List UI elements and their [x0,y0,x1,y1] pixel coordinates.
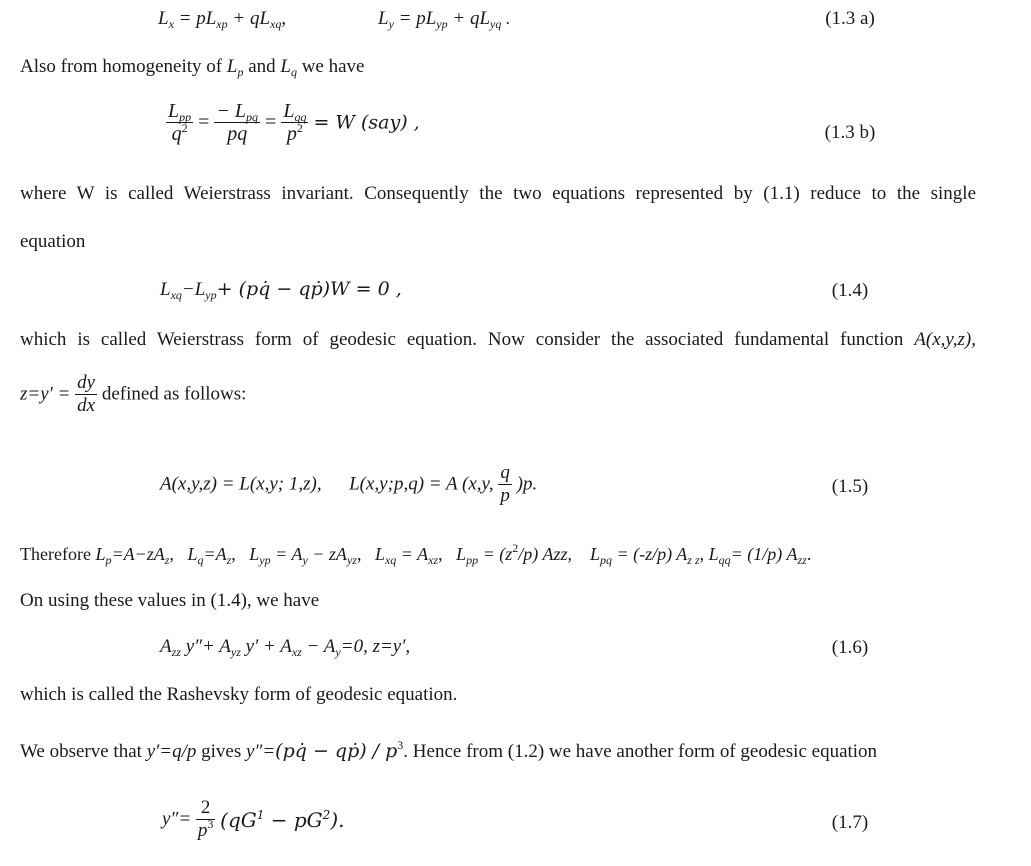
equation-1-7: y″= $\frac{2}{p^3}$ $(qG^1 - pG^2)$. [162,797,345,841]
fraction-dy-dx: $\frac{dy}{dx}$ [77,372,96,416]
equation-1-5: A(x,y,z) = L(x,y; 1,z), L(x,y;p,q) = A (x,y, $\frac{q}{p}$ )p. [160,462,538,506]
definition-z: z=y′ = $\frac{dy}{dx}$ defined as follows: [20,372,247,416]
fraction-q-over-p: $\frac{q}{p}$ [500,462,510,506]
fraction-lpp-over-q2: $\frac{L_{pp}}{q^2}$ [168,100,192,145]
equation-number-1-7: (1.7) [831,812,869,833]
equation-number-1-3b: (1.3 b) [824,122,876,143]
paragraph-weierstrass-invariant: where W is called Weierstrass invariant. Consequently the two equations represented by (1.1) reduce to the single [20,183,976,204]
equation-number-1-4: (1.4) [831,280,869,301]
equation-1-4: $L_{xq}-L_{yp}+$ (pq̇ − qṗ)W = 0 , [160,278,402,302]
fraction-lqq-over-p2: $\frac{L_{qq}}{p^2}$ [283,100,307,145]
paragraph-rashevsky: which is called the Rashevsky form of geodesic equation. [20,684,458,705]
equation-1-3a: $L_x = pL_{xp} + qL_{xq}$, [158,8,287,31]
paragraph-homogeneity: Also from homogeneity of $L_p$ and $L_q$ we have [20,56,365,79]
paragraph-fundamental-function: which is called Weierstrass form of geodesic equation. Now consider the associated fundamental function A(x,y,z), [20,329,976,350]
equation-number-1-5: (1.5) [831,476,869,497]
paragraph-weierstrass-invariant-cont: equation [20,231,86,252]
paragraph-derivatives: Therefore $L_p=A-zA_z$, $L_q=A_z$, $L_{yp} = A_y - zA_{yz}$, $L_{xq} = A_{xz}$, $L_{pp} = (z^2/p)$ Azz, $L_{pq} = (-z/p)$ $A_{z z}$, $L_{qq}= (1/p)$ $A_{zz}$. [20,541,812,567]
fraction-neg-lpq-over-pq: $\frac{- L_{pq}}{pq}$ [216,100,259,145]
equation-1-3b: $\frac{L_{pp}}{q^2}$ = $\frac{- L_{pq}}{pq}$ = $\frac{L_{qq}}{p^2}$ = W (say) , [168,100,420,145]
equation-number-1-6: (1.6) [831,637,869,658]
fraction-2-over-p3: $\frac{2}{p^3}$ [197,797,214,841]
paragraph-observe: We observe that y′=q/p gives y″=(pq̇ − qṗ) / $p^3$. Hence from (1.2) we have another form of geodesic equation [20,738,878,762]
equation-number-1-3a: (1.3 a) [825,8,875,29]
equation-1-6: $A_{zz}$ $y''+ A_{yz}$ $y' + A_{xz} - A_y=0$, z=y′, [160,636,411,659]
paragraph-using-values: On using these values in (1.4), we have [20,590,320,611]
equation-1-3a-part2: $L_y = pL_{yp} + qL_{yq}$ . [378,8,510,31]
